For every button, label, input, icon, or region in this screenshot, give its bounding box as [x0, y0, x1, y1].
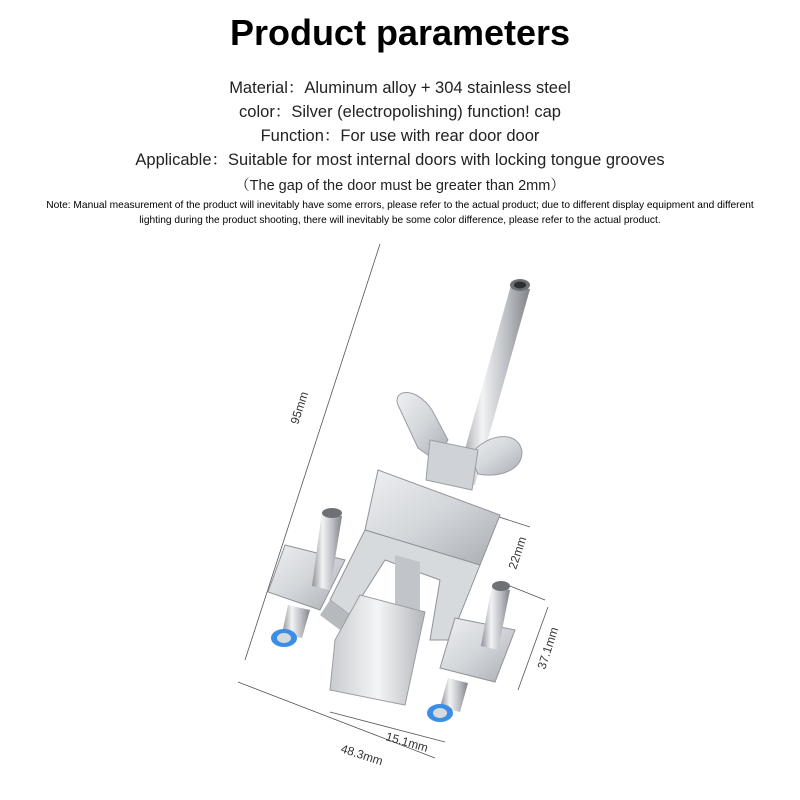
gap-note: （The gap of the door must be greater than 2mm）: [235, 178, 565, 194]
dim-jaw-width-label: 15.1mm: [384, 729, 430, 755]
disclaimer-note: Note: Manual measurement of the product will inevitably have some errors, please refer to the actual product; due to different display equipment and different lighting during the product shooting, there will inevitably be some color difference, please refer to the actual product.: [46, 200, 754, 226]
dim-side-height-label: 37.1mm: [534, 625, 562, 671]
wing-nut: [397, 393, 522, 491]
param-value: Aluminum alloy + 304 stainless steel: [304, 79, 571, 97]
param-value: Silver (electropolishing) function! cap: [291, 103, 561, 121]
dim-total-width-label: 48.3mm: [339, 741, 385, 769]
param-value: For use with rear door door: [340, 127, 540, 145]
param-label: Applicable：: [135, 151, 229, 169]
param-label: color：: [239, 103, 292, 121]
param-label: Function：: [260, 127, 341, 145]
dim-jaw-depth-label: 22mm: [505, 534, 530, 571]
left-clamp-foot: [268, 508, 345, 647]
dim-height-label: 95mm: [287, 389, 312, 426]
param-value: Suitable for most internal doors with locking tongue grooves: [228, 151, 665, 169]
page-title: Product parameters: [229, 12, 571, 53]
param-label: Material：: [229, 79, 305, 97]
